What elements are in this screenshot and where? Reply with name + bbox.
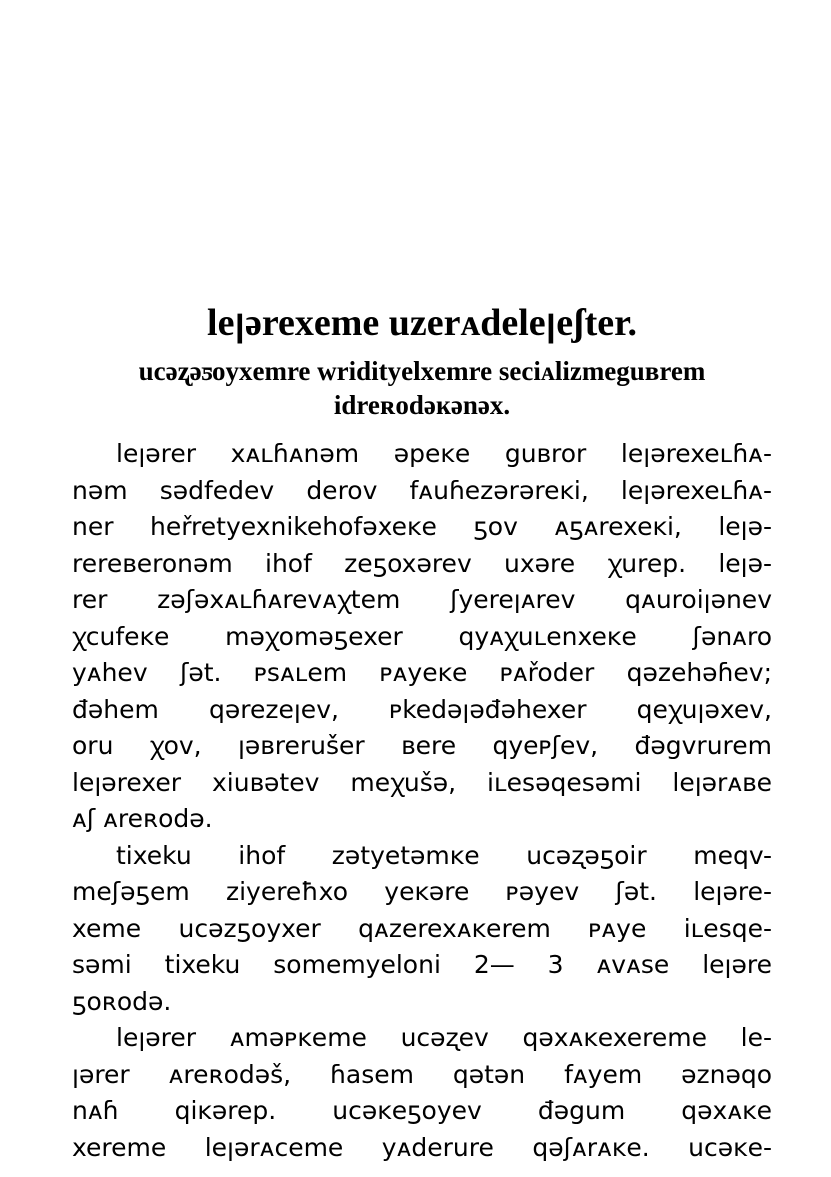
text-line: xereme leꞁərᴀceme yᴀderure qəʃᴀrᴀĸe. ucəĸe- (72, 1132, 772, 1162)
paragraph (72, 1020, 772, 1166)
text-line: leꞁərexer xiuʙətev meꭓušə, iʟesəqesəmi leꞁərᴀʙe (72, 767, 772, 797)
section-subtitle (72, 354, 772, 422)
subtitle-line: ucəʐəƽoyxemre wridityelxemre seciᴀlizmeguʙrem (138, 356, 706, 386)
text-line: ꭓcufeĸe məꭓoməƽexer qyᴀꭓuʟenxeĸe ʃənᴀro (72, 621, 772, 651)
text-line: xeme ucəzƽoyxer qᴀzerexᴀĸerem ᴘᴀye iʟesqe- (72, 913, 772, 943)
text-line: leꞁərer ᴀməᴘĸeme ucəʐev qəxᴀĸexereme le- (116, 1023, 772, 1052)
text-line: leꞁərer xᴀʟɦᴀnəm əpeĸe guʙror leꞁərexeʟɦᴀ- (116, 439, 772, 468)
text-line: rereʙeronəm ihof zeƽoxərev uxəre ꭓurep. leꞁə- (72, 548, 772, 578)
text-line: səmi tixeku somemyeloni 2— 3 ᴀvᴀse leꞁəre (72, 950, 772, 979)
text-line: nəm sədfedev derov fᴀuɦezərəreĸi, leꞁərexeʟɦᴀ- (72, 475, 772, 505)
text-line: oru ꭓov, ꞁəʙreruš̌er ʙere qyeᴘʃev, đəgvrurem (72, 731, 772, 760)
paragraph (72, 436, 772, 838)
text-line: ᴀʃ ᴀreʀodə. (72, 804, 213, 833)
paragraph (72, 838, 772, 1021)
text-line: tixeku ihof zətyetəmĸe ucəʐəƽoir meqv- (116, 840, 772, 870)
text-line: rer zəʃəxᴀʟɦᴀrevᴀꭓtem ʃyereꞁᴀrev qᴀuroiꞁənev (72, 585, 772, 614)
document-page (72, 300, 772, 1166)
text-line: yᴀhev ʃət. ᴘsᴀʟem ᴘᴀyeĸe ᴘᴀřoder qəzehəɦev; (72, 658, 772, 687)
text-line: ner heřretyexnikehofəxeĸe ƽov ᴀƽᴀrexeĸi, leꞁə- (72, 512, 772, 541)
subtitle-line: idreʀodəĸənəx. (333, 390, 511, 420)
text-line: ꞁərer ᴀreʀodəš, ɦasem qətən fᴀyem əznəqo (72, 1059, 772, 1089)
section-title: leꞁərexeme uzerᴀdeleꞁeʃter. (207, 302, 637, 344)
text-line: nᴀɦ qiĸərep. ucəĸeƽoyev đəgum qəxᴀĸe (72, 1096, 772, 1125)
text-line: đəhem qərezeꞁev, ᴘkedəꞁəđəhexer qeꭓuꞁəxev, (72, 694, 772, 724)
text-line: meʃəƽem ziyereħxo yeĸəre ᴘəyev ʃət. leꞁəre- (72, 877, 772, 906)
body-text (72, 436, 772, 1166)
text-line: ƽoʀodə. (72, 986, 172, 1016)
